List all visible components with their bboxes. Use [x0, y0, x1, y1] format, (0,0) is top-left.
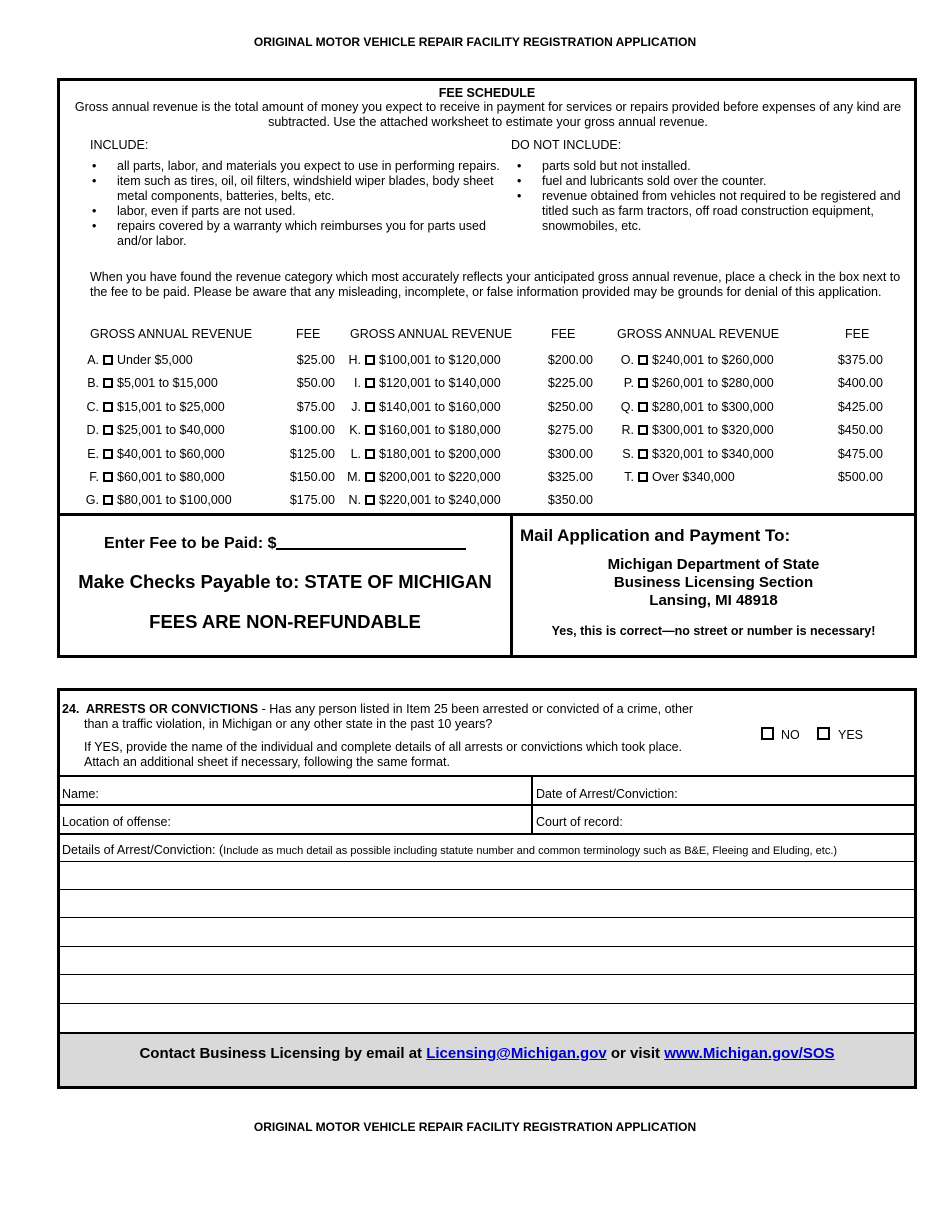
contact-middle: or visit [606, 1045, 665, 1062]
revenue-range: $160,001 to $180,000 [379, 423, 501, 438]
yes-label: YES [838, 728, 864, 742]
option-letter: P. [623, 376, 634, 391]
revenue-range: $40,001 to $60,000 [117, 446, 225, 461]
include-item: • repairs covered by a warranty which reimburses you for parts used and/or labor. [90, 219, 508, 249]
details-line[interactable] [60, 861, 914, 862]
column-header-fee: FEE [845, 327, 870, 341]
column-header-revenue: GROSS ANNUAL REVENUE [617, 327, 780, 341]
revenue-option[interactable] [620, 447, 774, 461]
option-letter: F. [89, 470, 99, 484]
revenue-option[interactable] [620, 353, 774, 367]
exclude-heading: DO NOT INCLUDE: [511, 138, 622, 152]
revenue-checkbox[interactable] [103, 355, 113, 365]
revenue-option[interactable] [85, 423, 225, 437]
mail-address-line: Lansing, MI 48918 [649, 592, 778, 609]
fee-amount: $125.00 [289, 446, 335, 461]
name-field[interactable]: Name: [62, 787, 99, 801]
column-header-revenue: GROSS ANNUAL REVENUE [90, 327, 253, 341]
fee-amount: $100.00 [289, 423, 335, 438]
revenue-option[interactable] [85, 470, 225, 484]
fee-amount: $375.00 [837, 353, 883, 367]
revenue-option[interactable] [347, 353, 501, 367]
fee-amount: $400.00 [837, 376, 883, 391]
checks-payable: Make Checks Payable to: STATE OF MICHIGAN [78, 571, 492, 592]
revenue-range: $15,001 to $25,000 [117, 399, 225, 414]
column-header-revenue: GROSS ANNUAL REVENUE [350, 327, 513, 341]
revenue-range: $100,001 to $120,000 [379, 353, 501, 367]
divider [60, 513, 914, 516]
option-letter: R. [621, 423, 634, 438]
arrests-section [57, 688, 917, 1089]
include-item: • item such as tires, oil, oil filters, windshield wiper blades, body sheet metal components, batteries, belts, etc. [90, 174, 508, 204]
revenue-option[interactable] [347, 400, 501, 414]
revenue-option[interactable] [620, 423, 774, 437]
location-field[interactable]: Location of offense: [62, 815, 171, 829]
option-letter: O. [620, 353, 634, 367]
exclude-list [515, 159, 907, 234]
arrests-instruction: Attach an additional sheet if necessary, following the same format. [84, 755, 450, 769]
arrests-title: ARRESTS OR CONVICTIONS [85, 702, 259, 716]
contact-banner [60, 1034, 914, 1086]
fee-amount: $350.00 [547, 493, 593, 508]
item-number: 24. [62, 702, 80, 716]
arrests-question-text: - Has any person listed in Item 25 been arrested or convicted of a crime, other [258, 702, 694, 716]
revenue-option[interactable] [620, 376, 774, 390]
revenue-range: $200,001 to $220,000 [379, 470, 501, 484]
details-line[interactable] [60, 974, 914, 975]
divider [531, 775, 533, 833]
fee-amount: $275.00 [547, 423, 593, 438]
email-link[interactable]: Licensing@Michigan.gov [426, 1045, 607, 1062]
no-label: NO [781, 728, 800, 742]
fee-amount: $150.00 [289, 470, 335, 484]
details-line[interactable] [60, 889, 914, 890]
revenue-checkbox[interactable] [365, 449, 375, 459]
revenue-option[interactable] [347, 447, 501, 461]
arrests-question-text: than a traffic violation, in Michigan or any other state in the past 10 years? [84, 717, 493, 731]
revenue-checkbox[interactable] [103, 425, 113, 435]
revenue-range: $260,001 to $280,000 [652, 376, 774, 391]
option-letter: I. [354, 376, 361, 391]
revenue-checkbox[interactable] [638, 425, 648, 435]
revenue-range: $180,001 to $200,000 [379, 446, 501, 461]
fee-amount: $325.00 [547, 470, 593, 484]
option-letter: G. [85, 493, 99, 508]
revenue-range: Under $5,000 [117, 353, 193, 367]
fee-amount: $475.00 [837, 446, 883, 461]
option-letter: J. [351, 399, 361, 414]
option-letter: B. [87, 376, 99, 391]
arrests-question [62, 702, 702, 770]
revenue-option[interactable] [85, 493, 232, 507]
revenue-option[interactable] [620, 470, 735, 484]
details-field[interactable] [62, 843, 837, 857]
column-header-fee: FEE [296, 327, 321, 341]
mail-address-line: Business Licensing Section [613, 574, 814, 591]
revenue-checkbox[interactable] [638, 355, 648, 365]
fee-amount: $250.00 [547, 399, 593, 414]
divider [60, 833, 914, 835]
fee-to-be-paid-input[interactable] [276, 534, 466, 550]
revenue-range: $280,001 to $300,000 [652, 399, 774, 414]
revenue-option[interactable] [347, 470, 501, 484]
details-hint: Include as much detail as possible including statute number and common terminology such as B&E, Fleeing and Eluding, etc.) [223, 845, 838, 857]
option-letter: Q. [620, 399, 634, 414]
revenue-range: $320,001 to $340,000 [652, 446, 774, 461]
court-field[interactable]: Court of record: [536, 815, 623, 829]
fee-amount: $200.00 [547, 353, 593, 367]
revenue-option[interactable] [85, 400, 225, 414]
yes-checkbox[interactable] [817, 727, 830, 740]
option-letter: E. [87, 446, 99, 461]
fee-schedule-description: Gross annual revenue is the total amount of money you expect to receive in payment for services or repairs provided before expenses of any kind are subtracted. Use the attached worksheet to estimate your gross annual revenue. [74, 100, 902, 129]
page-footer-title: ORIGINAL MOTOR VEHICLE REPAIR FACILITY REGISTRATION APPLICATION [253, 1120, 697, 1134]
revenue-range: $25,001 to $40,000 [117, 423, 225, 438]
exclude-item: • parts sold but not installed. [515, 159, 907, 174]
date-field[interactable]: Date of Arrest/Conviction: [536, 787, 678, 801]
fee-instructions: When you have found the revenue category which most accurately reflects your anticipated gross annual revenue, place a check in the box next to the fee to be paid. Please be aware that any misleading, incomplete, or false information provided may be grounds for denial of this application. [90, 270, 901, 299]
divider [60, 804, 914, 806]
fee-amount: $50.00 [296, 376, 335, 391]
revenue-checkbox[interactable] [103, 378, 113, 388]
revenue-range: $140,001 to $160,000 [379, 399, 501, 414]
option-letter: C. [86, 399, 99, 414]
mail-note: Yes, this is correct—no street or number is necessary! [551, 624, 876, 638]
option-letter: M. [347, 470, 361, 484]
divider [60, 775, 914, 777]
include-item: • all parts, labor, and materials you expect to use in performing repairs. [90, 159, 508, 174]
revenue-option[interactable] [85, 376, 218, 390]
include-item: • labor, even if parts are not used. [90, 204, 508, 219]
revenue-range: Over $340,000 [652, 470, 735, 484]
option-letter: S. [622, 446, 634, 461]
revenue-range: $300,001 to $320,000 [652, 423, 774, 438]
revenue-checkbox[interactable] [365, 425, 375, 435]
option-letter: A. [87, 353, 99, 367]
revenue-checkbox[interactable] [103, 472, 113, 482]
details-label: Details of Arrest/Conviction: ( [62, 843, 224, 857]
non-refundable-notice: FEES ARE NON-REFUNDABLE [149, 611, 421, 632]
fee-amount: $25.00 [296, 353, 335, 367]
fee-amount: $450.00 [837, 423, 883, 438]
revenue-range: $240,001 to $260,000 [652, 353, 774, 367]
option-letter: D. [86, 423, 99, 438]
revenue-option[interactable] [347, 493, 501, 507]
page-header-title: ORIGINAL MOTOR VEHICLE REPAIR FACILITY REGISTRATION APPLICATION [253, 35, 697, 49]
option-letter: T. [624, 470, 634, 484]
fee-schedule-title: FEE SCHEDULE [438, 86, 536, 100]
revenue-checkbox[interactable] [638, 402, 648, 412]
revenue-checkbox[interactable] [638, 378, 648, 388]
include-heading: INCLUDE: [90, 138, 149, 152]
fee-amount: $225.00 [547, 376, 593, 391]
revenue-checkbox[interactable] [365, 355, 375, 365]
yes-option[interactable] [817, 727, 863, 742]
details-line[interactable] [60, 917, 914, 918]
mail-heading: Mail Application and Payment To: [520, 526, 791, 545]
arrests-instruction: If YES, provide the name of the individual and complete details of all arrests or convictions which took place. [84, 740, 683, 754]
exclude-item: • fuel and lubricants sold over the counter. [515, 174, 907, 189]
no-option[interactable] [761, 727, 800, 742]
revenue-option[interactable] [347, 376, 501, 390]
revenue-checkbox[interactable] [103, 449, 113, 459]
revenue-option[interactable] [347, 423, 501, 437]
no-checkbox[interactable] [761, 727, 774, 740]
revenue-range: $5,001 to $15,000 [117, 376, 218, 391]
contact-prefix: Contact Business Licensing by email at [139, 1045, 427, 1062]
fee-to-be-paid-label: Enter Fee to be Paid: $ [104, 535, 277, 552]
include-list [90, 159, 508, 249]
revenue-checkbox[interactable] [638, 449, 648, 459]
fee-amount: $300.00 [547, 446, 593, 461]
revenue-checkbox[interactable] [365, 402, 375, 412]
details-line[interactable] [60, 946, 914, 947]
mail-address-line: Michigan Department of State [607, 556, 820, 573]
revenue-option[interactable] [620, 400, 774, 414]
revenue-range: $80,001 to $100,000 [117, 493, 232, 508]
revenue-checkbox[interactable] [638, 472, 648, 482]
fee-schedule-box [57, 78, 917, 658]
fee-amount: $75.00 [296, 399, 335, 414]
details-line[interactable] [60, 1003, 914, 1004]
fee-amount: $175.00 [289, 493, 335, 508]
fee-to-be-paid [104, 534, 466, 553]
revenue-checkbox[interactable] [365, 495, 375, 505]
column-header-fee: FEE [551, 327, 576, 341]
revenue-range: $120,001 to $140,000 [379, 376, 501, 391]
revenue-range: $60,001 to $80,000 [117, 470, 225, 484]
fee-amount: $425.00 [837, 399, 883, 414]
revenue-checkbox[interactable] [103, 495, 113, 505]
revenue-range: $220,001 to $240,000 [379, 493, 501, 508]
revenue-option[interactable] [85, 353, 193, 367]
option-letter: H. [348, 353, 361, 367]
fee-amount: $500.00 [837, 470, 883, 484]
revenue-checkbox[interactable] [365, 472, 375, 482]
option-letter: L. [350, 446, 361, 461]
option-letter: N. [348, 493, 361, 508]
revenue-checkbox[interactable] [103, 402, 113, 412]
revenue-option[interactable] [85, 447, 225, 461]
revenue-checkbox[interactable] [365, 378, 375, 388]
website-link[interactable]: www.Michigan.gov/SOS [664, 1045, 835, 1062]
option-letter: K. [349, 423, 361, 438]
exclude-item: • revenue obtained from vehicles not required to be registered and titled such as farm tractors, off road construction equipment, snowmobiles, etc. [515, 189, 907, 234]
